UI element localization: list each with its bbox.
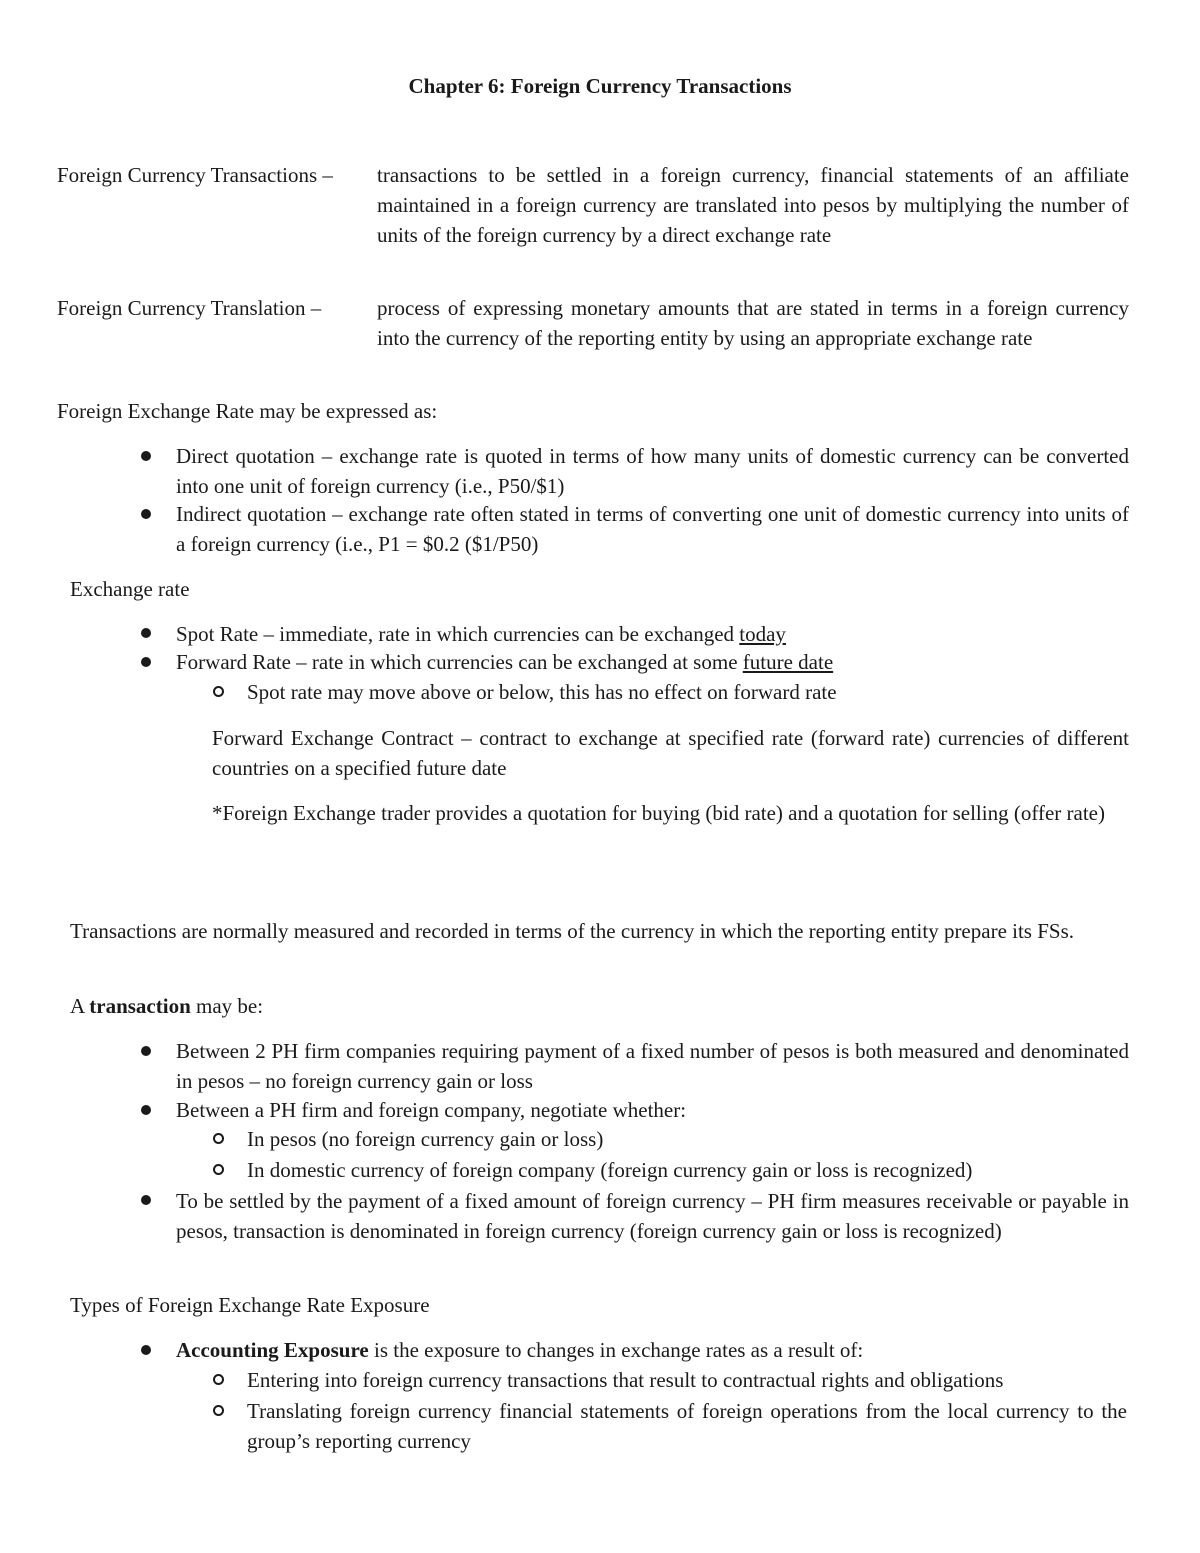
bullet-icon [141, 451, 151, 461]
accounting-exposure-text: is the exposure to changes in exchange rates as a result of: [368, 1338, 864, 1362]
definition-term: Foreign Currency Transactions – [57, 163, 333, 187]
transaction-item: Between a PH firm and foreign company, negotiate whether: [176, 1098, 687, 1122]
forward-rate-item [176, 647, 1129, 677]
sub-bullet-icon [213, 1374, 224, 1385]
spot-note-item: Spot rate may move above or below, this has no effect on forward rate [247, 680, 837, 704]
indirect-quotation-item: Indirect quotation – exchange rate often stated in terms of converting one unit of domestic currency into units of a foreign currency (i.e., P1 = $0.2 ($1/P50) [176, 502, 1129, 556]
transaction-heading-suffix: may be: [190, 994, 264, 1018]
accounting-exposure-bold: Accounting Exposure [176, 1338, 369, 1362]
forward-rate-underlined: future date [742, 650, 834, 674]
exposure-heading: Types of Foreign Exchange Rate Exposure [70, 1293, 430, 1317]
sub-bullet-icon [213, 686, 224, 697]
forward-rate-text: Forward Rate – rate in which currencies can be exchanged at some [176, 650, 743, 674]
definition-body: transactions to be settled in a foreign currency, financial statements of an affiliate maintained in a foreign currency are translated into pesos by multiplying the number of units of the foreign currency by a direct exchange rate [377, 163, 1129, 247]
spot-rate-text: Spot Rate – immediate, rate in which currencies can be exchanged [176, 622, 740, 646]
sub-bullet-icon [213, 1133, 224, 1144]
transaction-heading-bold: transaction [89, 994, 191, 1018]
transaction-item: To be settled by the payment of a fixed amount of foreign currency – PH firm measures receivable or payable in pesos, transaction is denominated in foreign currency (foreign currency gain or loss is recognized) [176, 1189, 1129, 1243]
transaction-heading-prefix: A [70, 994, 90, 1018]
transaction-heading [70, 991, 263, 1021]
direct-quotation-item: Direct quotation – exchange rate is quoted in terms of how many units of domestic currency can be converted into one unit of foreign currency (i.e., P50/$1) [176, 444, 1129, 498]
bullet-icon [141, 628, 151, 638]
exposure-subitem: Translating foreign currency financial statements of foreign operations from the local currency to the group’s reporting currency [247, 1399, 1127, 1453]
sub-bullet-icon [213, 1164, 224, 1175]
negotiate-subitem: In domestic currency of foreign company (foreign currency gain or loss is recognized) [247, 1158, 973, 1182]
bullet-icon [141, 1105, 151, 1115]
negotiate-subitem: In pesos (no foreign currency gain or loss) [247, 1127, 604, 1151]
exchange-rate-heading: Exchange rate [70, 577, 190, 601]
forward-contract-para: Forward Exchange Contract – contract to exchange at specified rate (forward rate) currencies of different countries on a specified future date [212, 726, 1129, 780]
transaction-item: Between 2 PH firm companies requiring payment of a fixed number of pesos is both measured and denominated in pesos – no foreign currency gain or loss [176, 1039, 1129, 1093]
trader-note-para: *Foreign Exchange trader provides a quotation for buying (bid rate) and a quotation for selling (offer rate) [212, 801, 1105, 825]
bullet-icon [141, 657, 151, 667]
definition-body: process of expressing monetary amounts that are stated in terms in a foreign currency into the currency of the reporting entity by using an appropriate exchange rate [377, 296, 1129, 350]
definition-translation [57, 293, 1129, 353]
spot-rate-underlined: today [739, 622, 786, 646]
page-title: Chapter 6: Foreign Currency Transactions [408, 74, 792, 98]
transactions-para: Transactions are normally measured and recorded in terms of the currency in which the reporting entity prepare its FSs. [70, 919, 1075, 943]
bullet-icon [141, 1345, 151, 1355]
bullet-icon [141, 1046, 151, 1056]
definition-transactions [57, 160, 1129, 250]
bullet-icon [141, 1195, 151, 1205]
definition-term: Foreign Currency Translation – [57, 296, 322, 320]
sub-bullet-icon [213, 1405, 224, 1416]
exposure-subitem: Entering into foreign currency transactions that result to contractual rights and obligations [247, 1368, 1004, 1392]
spot-rate-item [176, 619, 1129, 649]
accounting-exposure-item [176, 1335, 1129, 1365]
bullet-icon [141, 509, 151, 519]
fx-rate-heading: Foreign Exchange Rate may be expressed as: [57, 399, 438, 423]
